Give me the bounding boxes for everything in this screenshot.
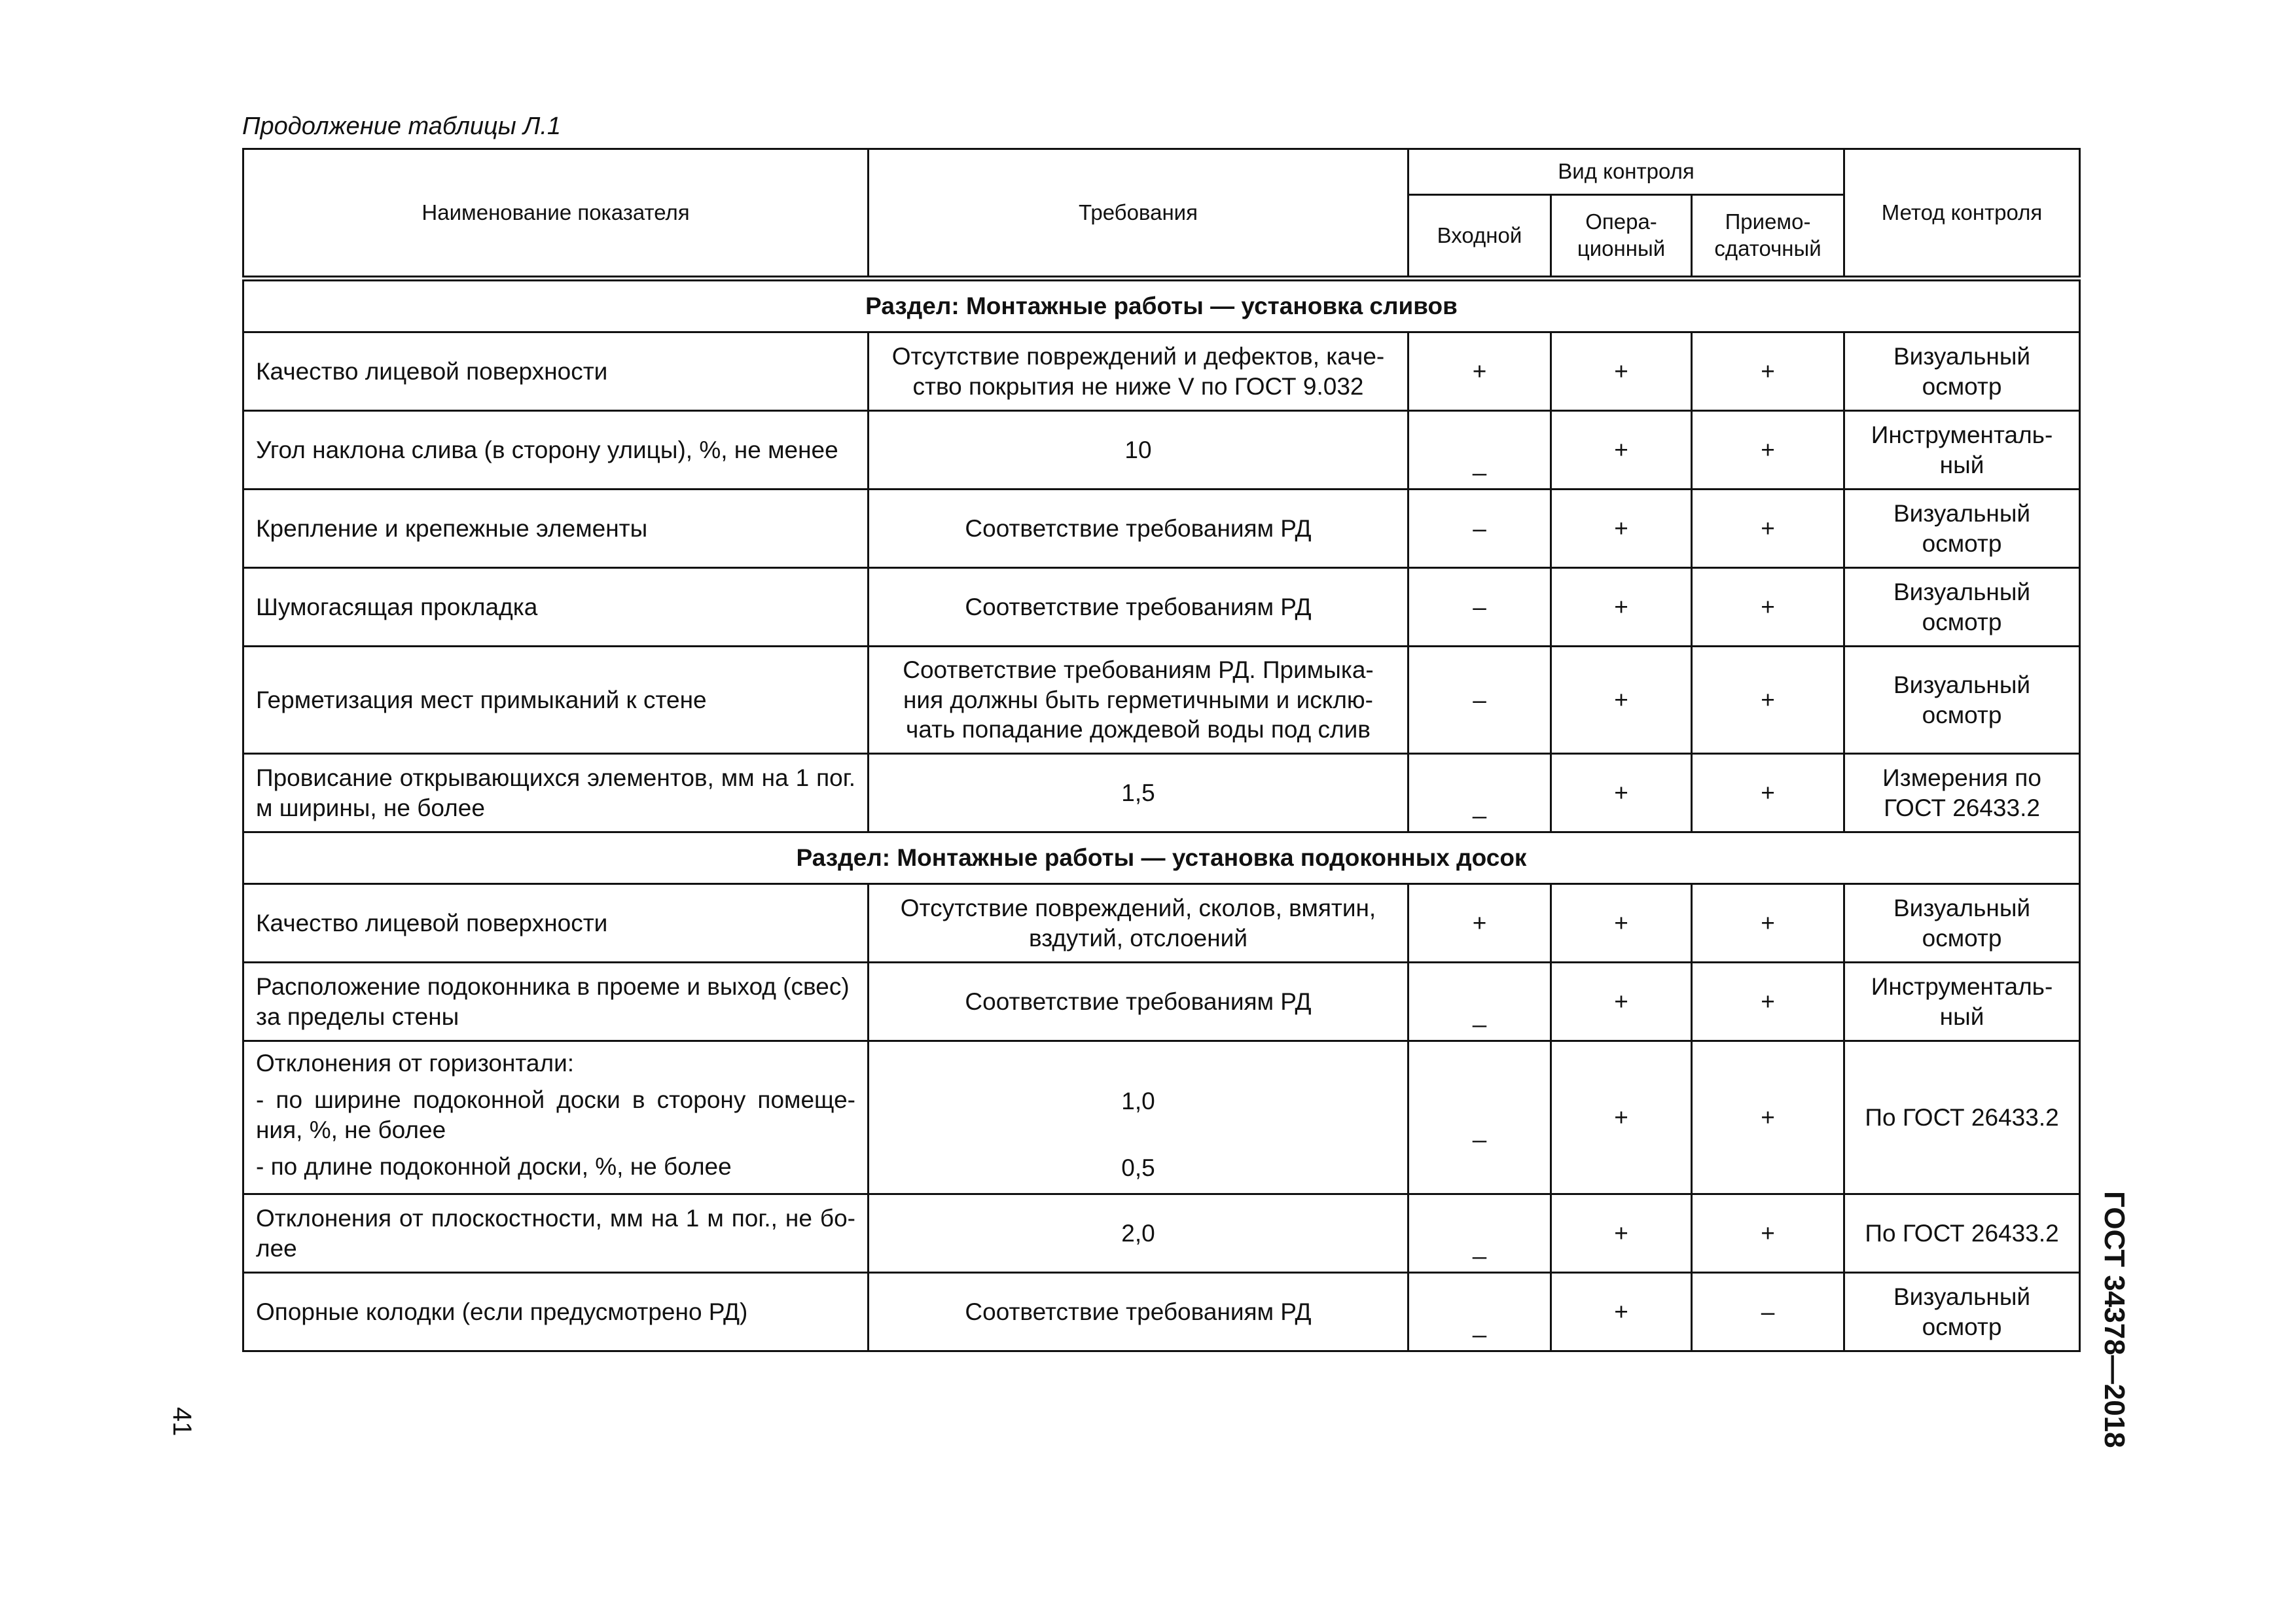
row-acceptance: + (1692, 568, 1844, 647)
table-row (243, 647, 2080, 754)
header-control-type: Вид контроля (1408, 149, 1844, 195)
row-requirement: Соответствие требованиям РД (869, 568, 1408, 647)
row-operational: + (1551, 1041, 1692, 1194)
row-acceptance: + (1692, 1041, 1844, 1194)
row-requirement: Отсутствие повреждений, сколов, вмятин, вздутий, отслоений (869, 884, 1408, 963)
row-incoming: – (1408, 490, 1551, 568)
row-name (243, 1041, 869, 1194)
row-name: Качество лицевой поверхности (243, 884, 869, 963)
row-incoming: _ (1408, 1041, 1551, 1194)
header-name: Наименование показателя (243, 149, 869, 279)
row-method: Инструменталь- ный (1844, 411, 2080, 490)
row-incoming: _ (1408, 1194, 1551, 1273)
row-requirement: 10 (869, 411, 1408, 490)
table-row (243, 754, 2080, 832)
row-name: Качество лицевой поверхности (243, 332, 869, 411)
table-row (243, 411, 2080, 490)
row-requirement: Соответствие требованиям РД (869, 963, 1408, 1041)
row-acceptance: + (1692, 754, 1844, 832)
row-acceptance: + (1692, 963, 1844, 1041)
row-method: Визуальный осмотр (1844, 647, 2080, 754)
deviation-item-length: - по длине подоконной доски, %, не более (256, 1152, 732, 1180)
row-method: Визуальный осмотр (1844, 568, 2080, 647)
row-incoming: _ (1408, 411, 1551, 490)
row-method: По ГОСТ 26433.2 (1844, 1194, 2080, 1273)
row-incoming: + (1408, 332, 1551, 411)
row-incoming: _ (1408, 754, 1551, 832)
row-requirement: 1,5 (869, 754, 1408, 832)
row-name: Угол наклона слива (в сторону улицы), %, не менее (243, 411, 869, 490)
spacer (881, 1116, 1395, 1131)
row-method: Измерения по ГОСТ 26433.2 (1844, 754, 2080, 832)
row-operational: + (1551, 490, 1692, 568)
row-incoming: _ (1408, 963, 1551, 1041)
row-operational: + (1551, 1194, 1692, 1273)
header-requirements: Требования (869, 149, 1408, 279)
deviation-title: Отклонения от горизонтали: (256, 1050, 575, 1077)
table-row (243, 963, 2080, 1041)
row-method: Инструменталь- ный (1844, 963, 2080, 1041)
row-operational: + (1551, 647, 1692, 754)
row-name: Расположение подоконника в проеме и выход (свес) за пределы стены (243, 963, 869, 1041)
header-acceptance: Приемо- сдаточный (1692, 195, 1844, 279)
row-operational: + (1551, 332, 1692, 411)
row-incoming: – (1408, 568, 1551, 647)
table-row (243, 1273, 2080, 1351)
row-operational: + (1551, 1273, 1692, 1351)
row-operational: + (1551, 963, 1692, 1041)
table-row (243, 884, 2080, 963)
table-row (243, 1041, 2080, 1194)
table-row (243, 332, 2080, 411)
deviation-item-length-value: 0,5 (1121, 1154, 1155, 1181)
row-requirement (869, 1041, 1408, 1194)
row-name: Провисание открывающихся элементов, мм на 1 пог. м ширины, не более (243, 754, 869, 832)
control-table (242, 148, 2081, 1352)
header-method: Метод контроля (1844, 149, 2080, 279)
row-operational: + (1551, 411, 1692, 490)
section-title: Раздел: Монтажные работы — установка подоконных досок (243, 832, 2080, 884)
table-row (243, 490, 2080, 568)
deviation-item-width: - по ширине подоконной доски в сторону помеще-ния, %, не более (256, 1086, 855, 1143)
row-requirement: Соответствие требованиям РД. Примыка- ния должны быть герметичными и исклю- чать попадание дождевой воды под слив (869, 647, 1408, 754)
row-name: Отклонения от плоскостности, мм на 1 м пог., не бо-лее (243, 1194, 869, 1273)
row-operational: + (1551, 884, 1692, 963)
row-operational: + (1551, 754, 1692, 832)
row-acceptance: – (1692, 1273, 1844, 1351)
row-incoming: – (1408, 647, 1551, 754)
row-acceptance: + (1692, 332, 1844, 411)
row-acceptance: + (1692, 411, 1844, 490)
row-requirement: Соответствие требованиям РД (869, 490, 1408, 568)
row-name: Шумогасящая прокладка (243, 568, 869, 647)
deviation-item-width-value: 1,0 (1121, 1088, 1155, 1115)
row-name: Герметизация мест примыканий к стене (243, 647, 869, 754)
table-caption: Продолжение таблицы Л.1 (242, 113, 562, 140)
row-operational: + (1551, 568, 1692, 647)
row-requirement: Отсутствие повреждений и дефектов, каче- ство покрытия не ниже V по ГОСТ 9.032 (869, 332, 1408, 411)
row-method: По ГОСТ 26433.2 (1844, 1041, 2080, 1194)
row-method: Визуальный осмотр (1844, 1273, 2080, 1351)
row-requirement: 2,0 (869, 1194, 1408, 1273)
row-name: Опорные колодки (если предусмотрено РД) (243, 1273, 869, 1351)
row-incoming: + (1408, 884, 1551, 963)
table-row (243, 568, 2080, 647)
row-method: Визуальный осмотр (1844, 884, 2080, 963)
document-code: ГОСТ 34378—2018 (2098, 1191, 2130, 1448)
row-acceptance: + (1692, 490, 1844, 568)
section-title: Раздел: Монтажные работы — установка сливов (243, 279, 2080, 332)
row-method: Визуальный осмотр (1844, 332, 2080, 411)
row-name: Крепление и крепежные элементы (243, 490, 869, 568)
table-row (243, 1194, 2080, 1273)
header-incoming: Входной (1408, 195, 1551, 279)
row-acceptance: + (1692, 884, 1844, 963)
row-incoming: _ (1408, 1273, 1551, 1351)
row-method: Визуальный осмотр (1844, 490, 2080, 568)
row-acceptance: + (1692, 1194, 1844, 1273)
row-requirement: Соответствие требованиям РД (869, 1273, 1408, 1351)
row-acceptance: + (1692, 647, 1844, 754)
page-number: 41 (168, 1407, 196, 1436)
header-operational: Опера- ционный (1551, 195, 1692, 279)
